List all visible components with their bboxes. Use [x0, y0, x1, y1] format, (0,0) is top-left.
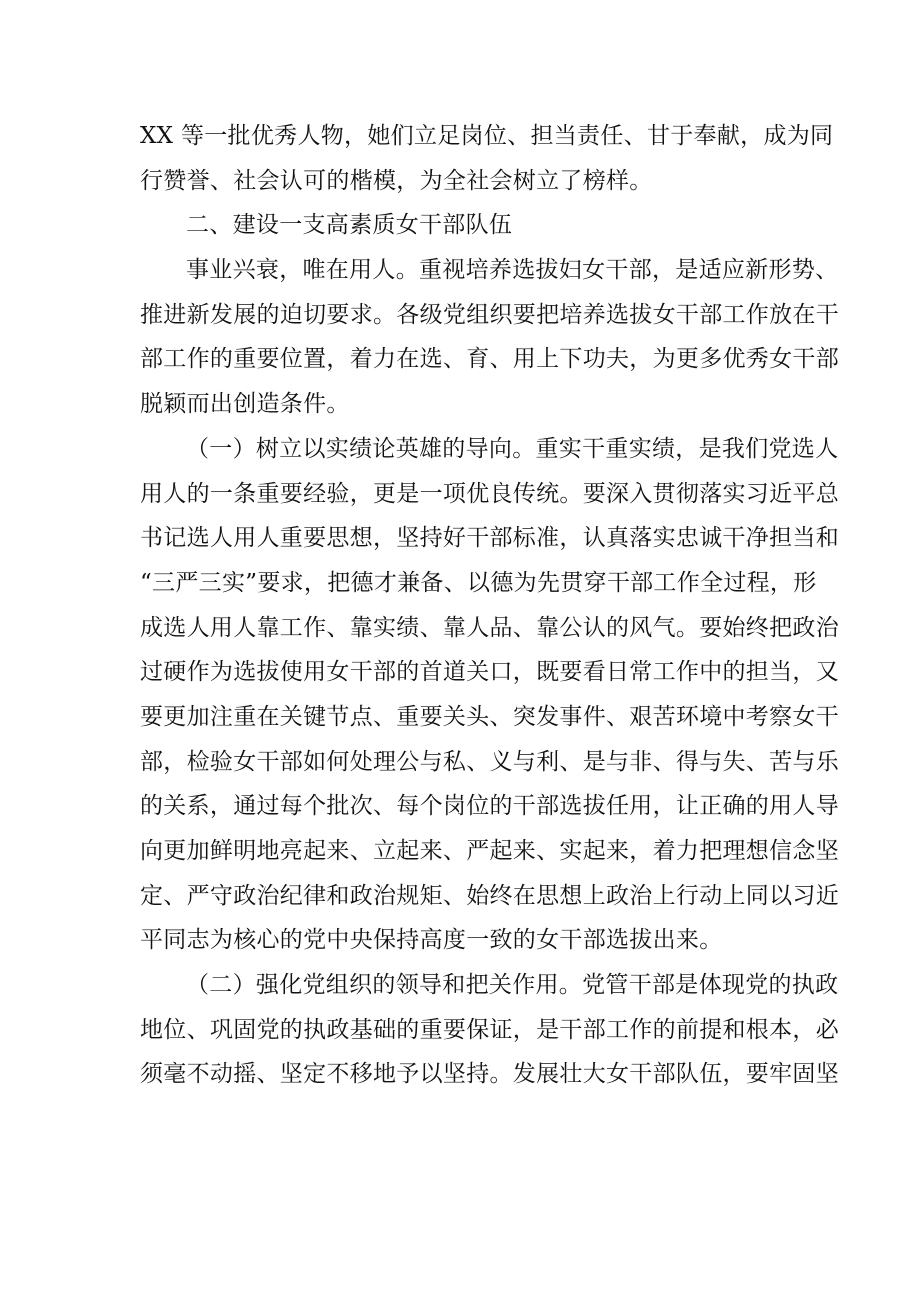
document-body [140, 114, 839, 1097]
text-line: 行赞誉、社会认可的楷模，为全社会树立了榜样。 [140, 167, 653, 194]
text-line: 过硬作为选拔使用女干部的首道关口，既要看日常工作中的担当，又 [140, 659, 839, 686]
text-line: 推进新发展的迫切要求。各级党组织要把培养选拔女干部工作放在干 [140, 301, 839, 328]
text-line: “三严三实”要求，把德才兼备、以德为先贯穿干部工作全过程，形 [140, 569, 817, 596]
text-line: 地位、巩固党的执政基础的重要保证，是干部工作的前提和根本，必 [140, 1016, 839, 1043]
text-line: 要更加注重在关键节点、重要关头、突发事件、艰苦环境中考察女干 [140, 703, 839, 730]
text-line: 事业兴衰，唯在用人。重视培养选拔妇女干部，是适应新形势、 [186, 257, 839, 284]
text-line: XX 等一批优秀人物，她们立足岗位、担当责任、甘于奉献，成为同 [140, 123, 834, 149]
subsection-heading-2: （二）强化党组织的领导和把关作用。党管干部是体现党的执政 [186, 972, 839, 999]
text-line: 用人的一条重要经验，更是一项优良传统。要深入贯彻落实习近平总 [140, 480, 839, 507]
text-line: 定、严守政治纪律和政治规矩、始终在思想上政治上行动上同以习近 [140, 882, 839, 909]
text-line: 脱颖而出创造条件。 [140, 391, 350, 418]
text-line: 须毫不动摇、坚定不移地予以坚持。发展壮大女干部队伍，要牢固坚 [140, 1061, 839, 1088]
section-heading: 二、建设一支高素质女干部队伍 [186, 212, 513, 239]
text-line: 成选人用人靠工作、靠实绩、靠人品、靠公认的风气。要始终把政治 [140, 614, 839, 641]
text-line: 的关系，通过每个批次、每个岗位的干部选拔任用，让正确的用人导 [140, 793, 839, 820]
text-line: 平同志为核心的党中央保持高度一致的女干部选拔出来。 [140, 927, 723, 954]
text-line: 部，检验女干部如何处理公与私、义与利、是与非、得与失、苦与乐 [140, 748, 839, 775]
text-line: 部工作的重要位置，着力在选、育、用上下功夫，为更多优秀女干部 [140, 346, 839, 373]
text-line: 向更加鲜明地亮起来、立起来、严起来、实起来，着力把理想信念坚 [140, 838, 839, 864]
subsection-heading-1: （一）树立以实绩论英雄的导向。重实干重实绩，是我们党选人 [186, 435, 839, 462]
text-line: 书记选人用人重要思想，坚持好干部标准，认真落实忠诚干净担当和 [140, 525, 839, 552]
